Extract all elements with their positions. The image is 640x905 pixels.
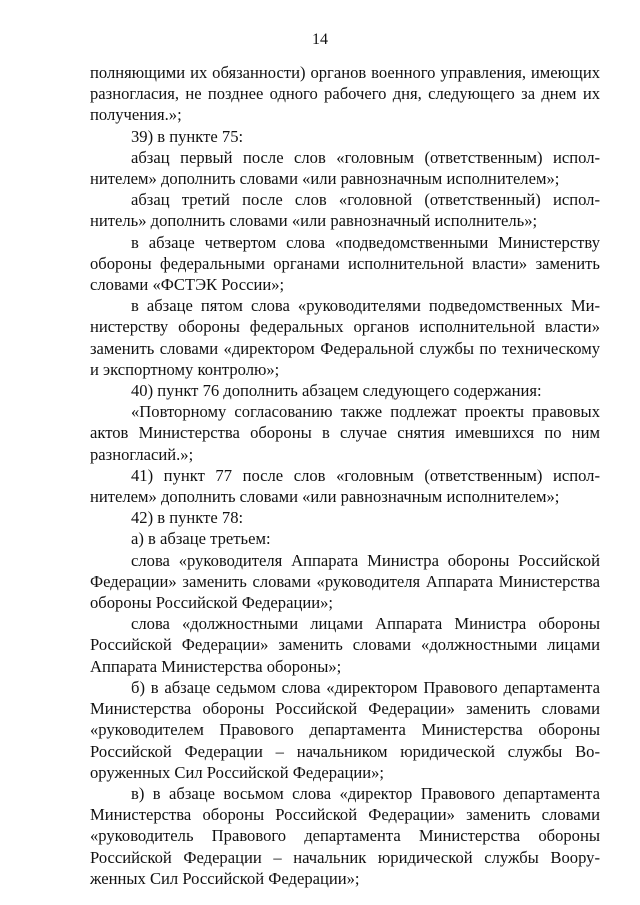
paragraph-75-abzac-5: в абзаце пятом слова «руководителями подведомственных Министерству обороны федеральных органов исполнительной власти» заменить словами «директором Федеральной службы по техническому и экспортному контролю»; (90, 296, 600, 379)
paragraph-78-v: в) в абзаце восьмом слова «директор Правового департамента Министерства обороны Российской Федерации» заменить словами «руководитель Правового департамента Министерства обороны Российской Федерации – начальник юридической службы Вооруженных Сил Российской Федерации»; (90, 783, 600, 888)
paragraph-item-42: 42) в пункте 78: (131, 508, 244, 528)
paragraph-78-a: а) в абзаце третьем: (131, 529, 271, 549)
paragraph-75-abzac-1: абзац первый после слов «головным (ответственным) исполнителем» дополнить словами «или равнозначным исполнителем»; (90, 147, 600, 189)
paragraph-continuation: полняющими их обязанности) органов военного управления, имеющих разногласия, не позднее одного рабочего дня, следующего за днем их получения.»; (90, 63, 600, 125)
paragraph-75-abzac-4: в абзаце четвертом слова «подведомственными Министерству обороны федеральными органами исполнительной власти» заменить словами «ФСТЭК России»; (90, 232, 600, 295)
paragraph-75-abzac-3: абзац третий после слов «головной (ответственный) исполнитель» дополнить словами «или равнозначный исполнитель»; (90, 190, 600, 231)
paragraph-76-quote: «Повторному согласованию также подлежат проекты правовых актов Министерства обороны в случае снятия имевшихся по ним разногласий.»; (90, 402, 600, 464)
paragraph-item-40: 40) пункт 76 дополнить абзацем следующего содержания: (131, 381, 542, 401)
paragraph-78-a-words-1: слова «руководителя Аппарата Министра обороны Российской Федерации» заменить словами «руководителя Аппарата Министерства обороны Российской Федерации»; (90, 550, 600, 613)
paragraph-item-39: 39) в пункте 75: (131, 126, 244, 146)
document-body (90, 62, 600, 889)
paragraph-78-a-words-2: слова «должностными лицами Аппарата Министра обороны Российской Федерации» заменить словами «должностными лицами Аппарата Министерства обороны»; (90, 614, 600, 676)
page-number: 14 (312, 31, 328, 48)
paragraph-78-b: б) в абзаце седьмом слова «директором Правового департамента Министерства обороны Российской Федерации» заменить словами «руководителем Правового департамента Министерства обороны Российской Федерации – начальником юридической службы Вооруженных Сил Российской Федерации»; (90, 677, 600, 782)
paragraph-item-41: 41) пункт 77 после слов «головным (ответственным) исполнителем» дополнить словами «или равнозначным исполнителем»; (90, 465, 600, 507)
